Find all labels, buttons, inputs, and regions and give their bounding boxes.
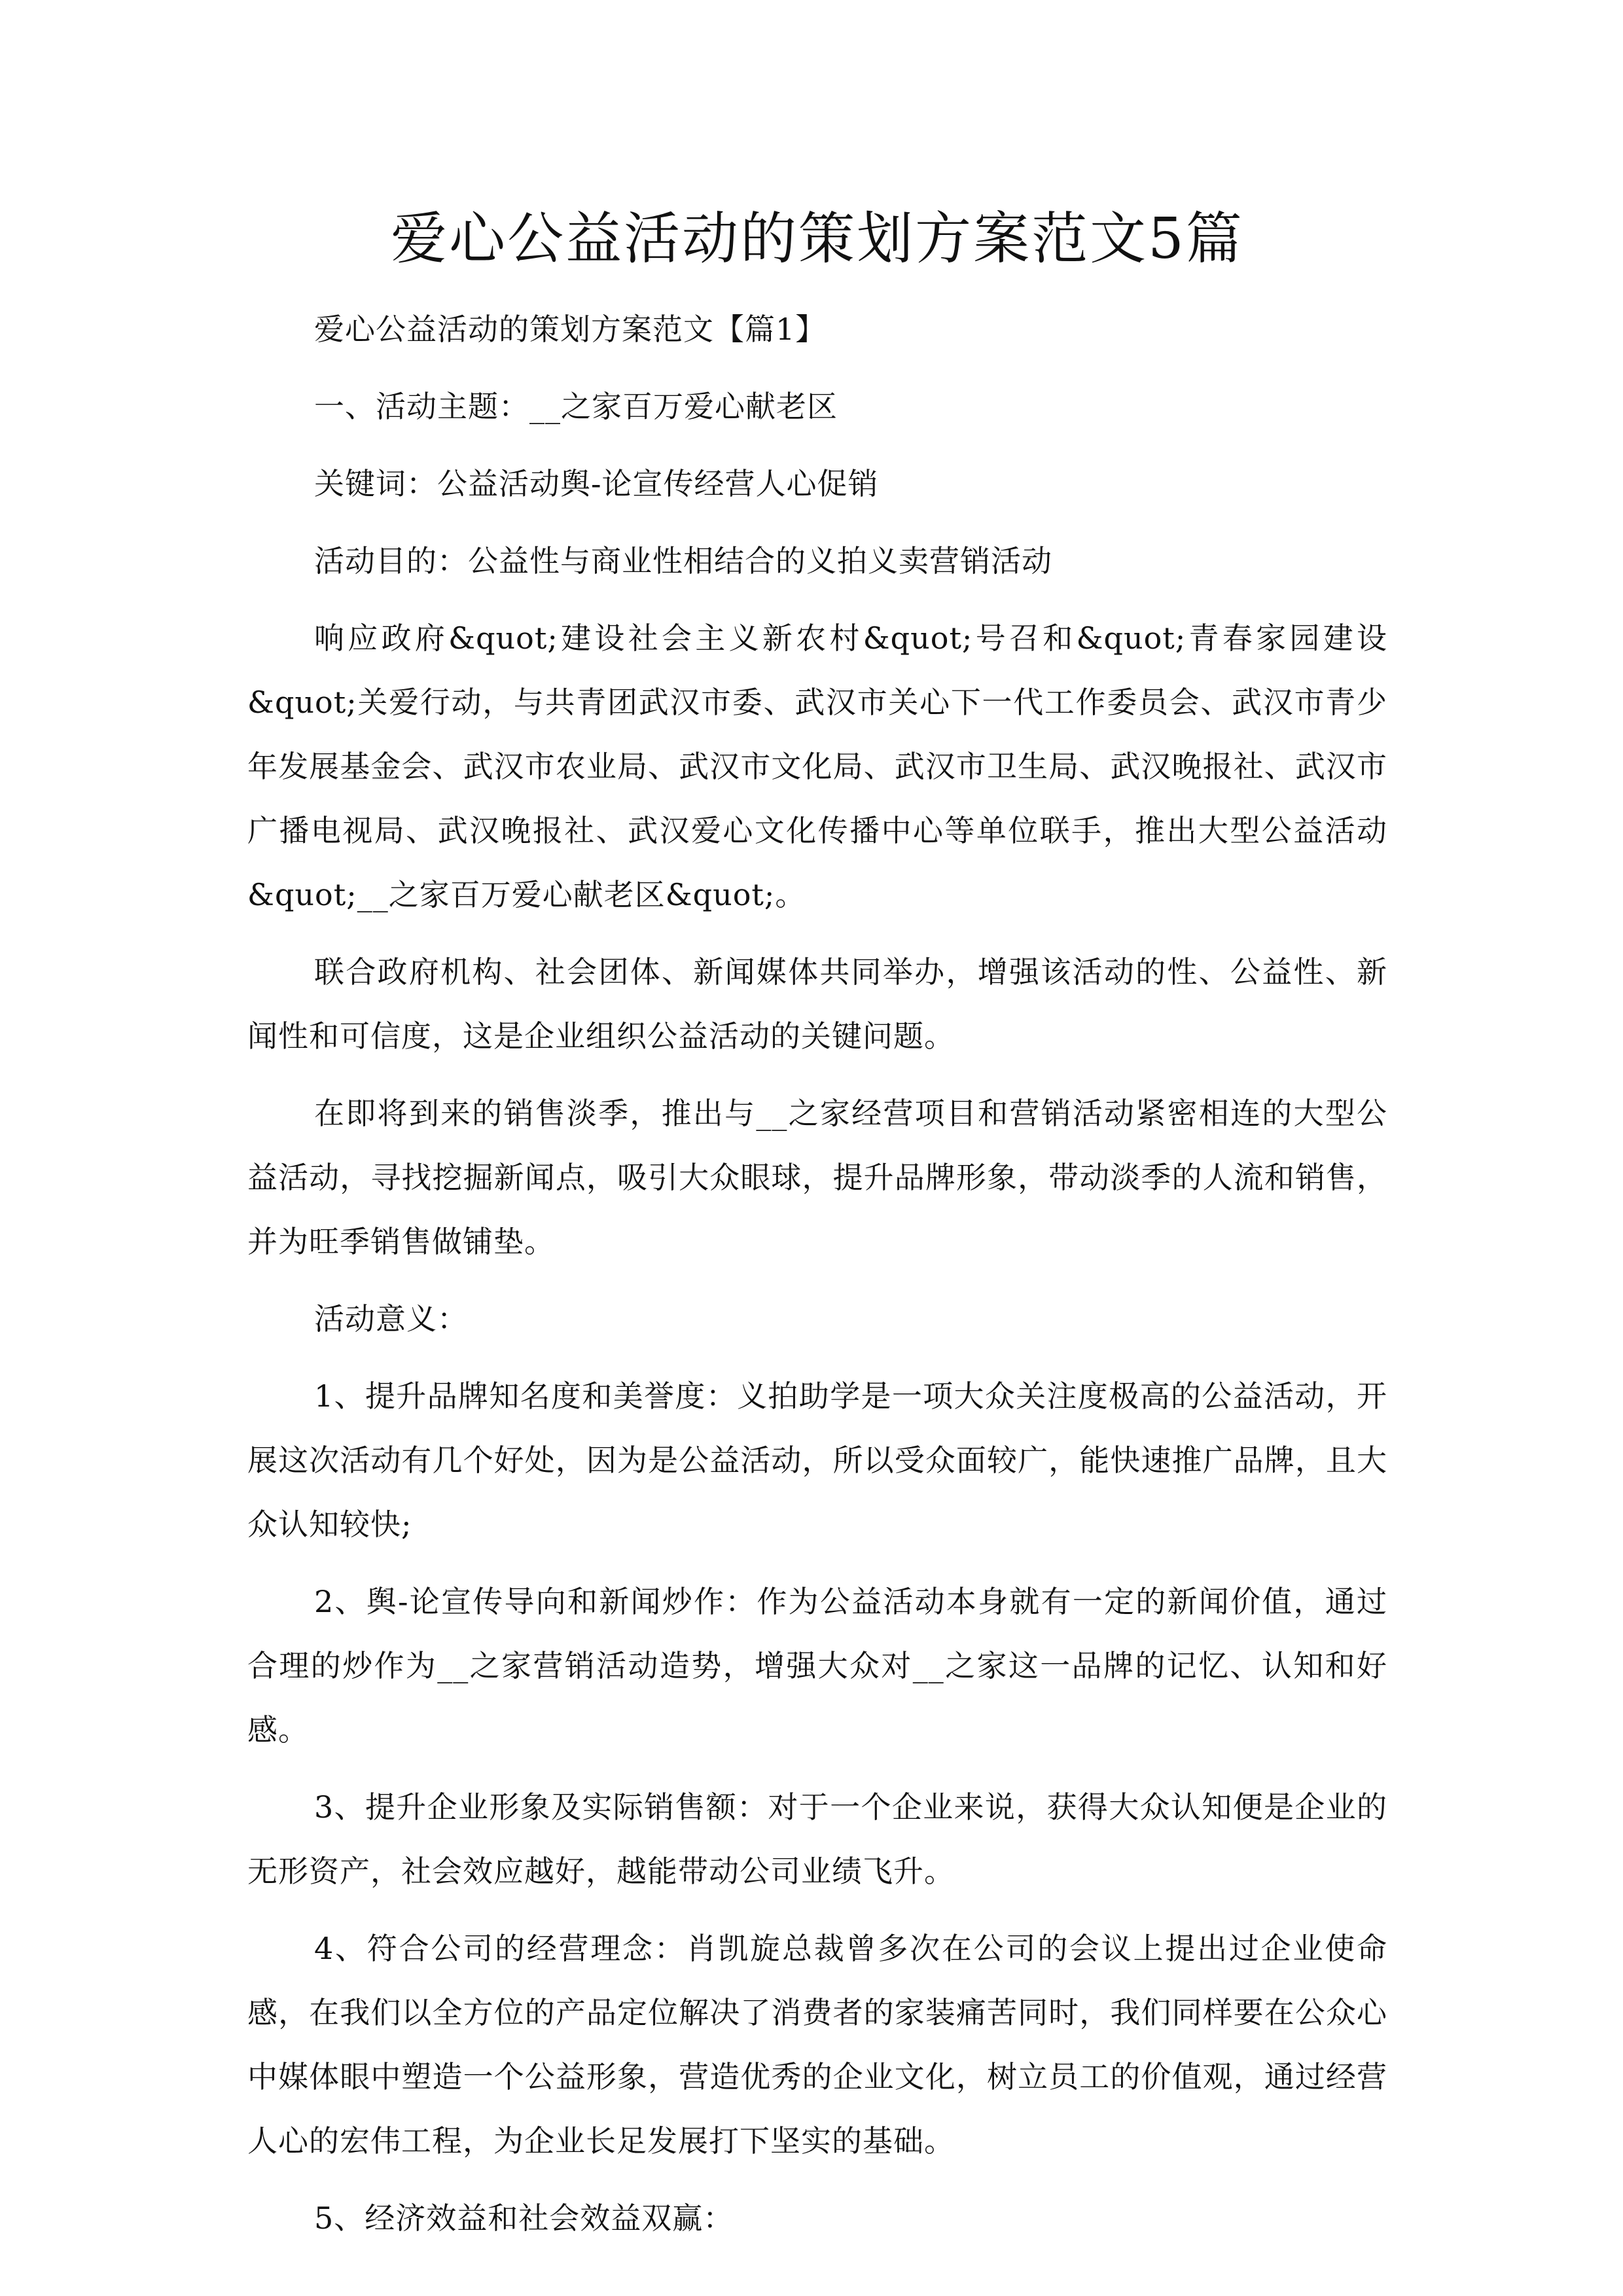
section-heading-part1: 爱心公益活动的策划方案范文【篇1】	[314, 312, 827, 347]
paragraph-point-3: 3、提升企业形象及实际销售额：对于一个企业来说，获得大众认知便是企业的无形资产，社会效应越好，越能带动公司业绩飞升。	[247, 1789, 1387, 1889]
paragraph-activity-purpose: 活动目的：公益性与商业性相结合的义拍义卖营销活动	[314, 543, 1052, 579]
paragraph-point-4: 4、符合公司的经营理念：肖凯旋总裁曾多次在公司的会议上提出过企业使命感，在我们以全方位的产品定位解决了消费者的家装痛苦同时，我们同样要在公众心中媒体眼中塑造一个公益形象，营造优秀的企业文化，树立员工的价值观，通过经营人心的宏伟工程，为企业长足发展打下坚实的基础。	[247, 1931, 1387, 2159]
document-title: 爱心公益活动的策划方案范文5篇	[391, 206, 1244, 272]
paragraph-point-2: 2、舆-论宣传导向和新闻炒作：作为公益活动本身就有一定的新闻价值，通过合理的炒作为__之家营销活动造势，增强大众对__之家这一品牌的记忆、认知和好感。	[247, 1584, 1387, 1748]
paragraph-point-1: 1、提升品牌知名度和美誉度：义拍助学是一项大众关注度极高的公益活动，开展这次活动有几个好处，因为是公益活动，所以受众面较广，能快速推广品牌，且大众认知较快;	[247, 1378, 1387, 1542]
paragraph-cooperation: 联合政府机构、社会团体、新闻媒体共同举办，增强该活动的性、公益性、新闻性和可信度，这是企业组织公益活动的关键问题。	[247, 954, 1387, 1054]
paragraph-activity-theme: 一、活动主题：__之家百万爱心献老区	[314, 389, 838, 424]
paragraph-off-season: 在即将到来的销售淡季，推出与__之家经营项目和营销活动紧密相连的大型公益活动，寻找挖掘新闻点，吸引大众眼球，提升品牌形象，带动淡季的人流和销售，并为旺季销售做铺垫。	[247, 1096, 1387, 1259]
paragraph-keywords: 关键词：公益活动舆-论宣传经营人心促销	[314, 466, 879, 501]
paragraph-response: 响应政府&quot;建设社会主义新农村&quot;号召和&quot;青春家园建设&quot;关爱行动，与共青团武汉市委、武汉市关心下一代工作委员会、武汉市青少年发展基金会、武汉市农业局、武汉市文化局、武汉市卫生局、武汉晚报社、武汉市广播电视局、武汉晚报社、武汉爱心文化传播中心等单位联手，推出大型公益活动&quot;__之家百万爱心献老区&quot;。	[247, 620, 1387, 912]
paragraph-point-5: 5、经济效益和社会效益双赢：	[314, 2200, 734, 2236]
paragraph-significance-heading: 活动意义：	[314, 1301, 468, 1336]
